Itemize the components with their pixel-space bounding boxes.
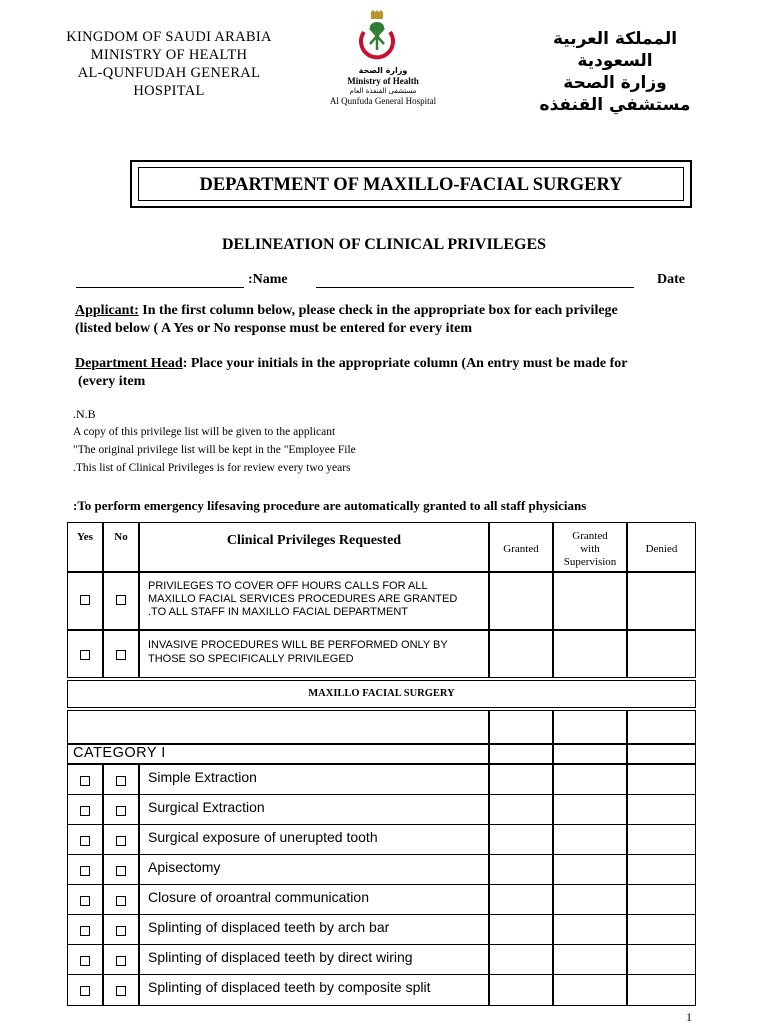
yes-checkbox[interactable] xyxy=(80,956,90,966)
denied-cell[interactable] xyxy=(627,630,696,678)
blank-cell xyxy=(553,710,627,744)
denied-cell[interactable] xyxy=(627,794,696,825)
header-line-ar: السعودية xyxy=(577,51,653,71)
date-underline[interactable] xyxy=(76,287,244,288)
header-line: HOSPITAL xyxy=(133,83,205,99)
yes-cell xyxy=(67,884,103,915)
applicant-text-2: (listed below ( A Yes or No response must be entered for every item xyxy=(75,321,472,336)
no-cell xyxy=(103,764,139,795)
header-line-ar: وزارة الصحة xyxy=(563,73,667,93)
no-cell xyxy=(103,974,139,1006)
denied-cell[interactable] xyxy=(627,914,696,945)
applicant-label: Applicant: xyxy=(75,303,139,318)
granted-supervision-cell[interactable] xyxy=(553,944,627,975)
dept-head-instructions xyxy=(75,355,715,391)
yes-cell xyxy=(67,854,103,885)
applicant-instructions xyxy=(75,302,715,338)
category-label: CATEGORY I xyxy=(67,744,489,764)
privileges-table xyxy=(67,522,696,1006)
name-underline[interactable] xyxy=(316,287,634,288)
note-invasive-procedures xyxy=(139,630,489,678)
yes-checkbox[interactable] xyxy=(80,836,90,846)
granted-supervision-cell[interactable] xyxy=(553,572,627,630)
header-english xyxy=(40,28,298,100)
yes-checkbox[interactable] xyxy=(80,776,90,786)
no-checkbox[interactable] xyxy=(116,926,126,936)
no-cell xyxy=(103,794,139,825)
no-cell xyxy=(103,944,139,975)
denied-cell[interactable] xyxy=(627,884,696,915)
page-number: 1 xyxy=(686,1010,692,1024)
department-title: DEPARTMENT OF MAXILLO-FACIAL SURGERY xyxy=(138,167,684,201)
no-checkbox[interactable] xyxy=(116,866,126,876)
header-line-ar: المملكة العربية xyxy=(552,29,678,49)
blank-cell xyxy=(489,744,553,764)
logo-line: Ministry of Health xyxy=(347,76,419,86)
blank-cell xyxy=(67,710,489,744)
granted-cell[interactable] xyxy=(489,794,553,825)
granted-supervision-cell[interactable] xyxy=(553,630,627,678)
granted-cell[interactable] xyxy=(489,630,553,678)
granted-cell[interactable] xyxy=(489,914,553,945)
applicant-text: In the first column below, please check in the appropriate box for each privilege xyxy=(138,303,618,318)
nb-line: .This list of Clinical Privileges is for review every two years xyxy=(73,462,351,474)
header-word: with xyxy=(580,543,600,555)
note-line: THOSE SO SPECIFICALLY PRIVILEGED xyxy=(148,653,354,665)
no-cell xyxy=(103,572,139,630)
yes-checkbox[interactable] xyxy=(80,595,90,605)
privilege-item: Splinting of displaced teeth by direct wiring xyxy=(139,944,489,975)
dept-head-text-2: (every item xyxy=(78,374,146,389)
granted-supervision-cell[interactable] xyxy=(553,794,627,825)
granted-supervision-cell[interactable] xyxy=(553,764,627,795)
blank-cell xyxy=(627,710,696,744)
name-label: :Name xyxy=(248,272,288,287)
yes-checkbox[interactable] xyxy=(80,866,90,876)
header-line-ar: مستشفي القنفذه xyxy=(539,95,691,115)
no-checkbox[interactable] xyxy=(116,986,126,996)
privilege-item: Closure of oroantral communication xyxy=(139,884,489,915)
granted-supervision-cell[interactable] xyxy=(553,854,627,885)
yes-cell xyxy=(67,944,103,975)
note-privileges-off-hours xyxy=(139,572,489,630)
no-checkbox[interactable] xyxy=(116,836,126,846)
header-word: Granted xyxy=(572,530,608,542)
logo-line: وزارة الصحة xyxy=(358,66,408,75)
granted-supervision-cell[interactable] xyxy=(553,884,627,915)
granted-cell[interactable] xyxy=(489,572,553,630)
note-line: .TO ALL STAFF IN MAXILLO FACIAL DEPARTMENT xyxy=(148,606,408,618)
no-checkbox[interactable] xyxy=(116,650,126,660)
granted-cell[interactable] xyxy=(489,974,553,1006)
header-line: MINISTRY OF HEALTH xyxy=(90,47,248,63)
yes-cell xyxy=(67,794,103,825)
page-subtitle: DELINEATION OF CLINICAL PRIVILEGES xyxy=(221,236,547,253)
col-yes-header: Yes xyxy=(67,522,103,572)
yes-cell xyxy=(67,764,103,795)
yes-cell xyxy=(67,572,103,630)
yes-cell xyxy=(67,974,103,1006)
granted-cell[interactable] xyxy=(489,764,553,795)
granted-cell[interactable] xyxy=(489,824,553,855)
col-granted-header: Granted xyxy=(489,522,553,572)
emergency-note: :To perform emergency lifesaving procedure are automatically granted to all staff physicians xyxy=(73,498,587,513)
header-arabic xyxy=(520,28,710,118)
dept-head-label: Department Head xyxy=(75,356,183,371)
no-checkbox[interactable] xyxy=(116,956,126,966)
no-checkbox[interactable] xyxy=(116,776,126,786)
denied-cell[interactable] xyxy=(627,974,696,1006)
yes-cell xyxy=(67,914,103,945)
privilege-item: Simple Extraction xyxy=(139,764,489,795)
nb-label: .N.B xyxy=(73,407,96,421)
yes-cell xyxy=(67,824,103,855)
yes-checkbox[interactable] xyxy=(80,986,90,996)
ministry-logo xyxy=(352,10,402,70)
section-header: MAXILLO FACIAL SURGERY xyxy=(67,680,696,708)
header-word: Supervision xyxy=(563,556,617,568)
col-denied-header: Denied xyxy=(627,522,696,572)
blank-cell xyxy=(627,744,696,764)
granted-cell[interactable] xyxy=(489,944,553,975)
granted-cell[interactable] xyxy=(489,854,553,885)
privilege-item: Apisectomy xyxy=(139,854,489,885)
no-cell xyxy=(103,854,139,885)
dept-head-text: : Place your initials in the appropriate column (An entry must be made for xyxy=(182,356,628,371)
denied-cell[interactable] xyxy=(627,572,696,630)
note-line: MAXILLO FACIAL SERVICES PROCEDURES ARE GRANTED xyxy=(148,593,458,605)
privilege-item: Splinting of displaced teeth by arch bar xyxy=(139,914,489,945)
privilege-item: Surgical exposure of unerupted tooth xyxy=(139,824,489,855)
logo-caption xyxy=(318,66,448,106)
header-line: KINGDOM OF SAUDI ARABIA xyxy=(66,29,272,45)
denied-cell[interactable] xyxy=(627,764,696,795)
col-granted-supervision-header xyxy=(553,522,627,572)
yes-checkbox[interactable] xyxy=(80,896,90,906)
header-line: AL-QUNFUDAH GENERAL xyxy=(77,65,261,81)
blank-cell xyxy=(553,744,627,764)
no-checkbox[interactable] xyxy=(116,595,126,605)
nb-section xyxy=(73,405,673,477)
col-no-header: No xyxy=(103,522,139,572)
privilege-item: Splinting of displaced teeth by composite split xyxy=(139,974,489,1006)
col-privileges-header: Clinical Privileges Requested xyxy=(139,522,489,572)
no-cell xyxy=(103,630,139,678)
yes-checkbox[interactable] xyxy=(80,926,90,936)
privilege-item: Surgical Extraction xyxy=(139,794,489,825)
no-checkbox[interactable] xyxy=(116,896,126,906)
title-frame xyxy=(130,160,692,208)
no-cell xyxy=(103,824,139,855)
note-line: PRIVILEGES TO COVER OFF HOURS CALLS FOR ALL xyxy=(148,580,428,592)
date-label: Date xyxy=(657,272,685,287)
yes-cell xyxy=(67,630,103,678)
denied-cell[interactable] xyxy=(627,824,696,855)
no-cell xyxy=(103,914,139,945)
granted-supervision-cell[interactable] xyxy=(553,824,627,855)
logo-line: مستشفى القنفذة العام xyxy=(349,87,417,95)
denied-cell[interactable] xyxy=(627,854,696,885)
denied-cell[interactable] xyxy=(627,944,696,975)
nb-line: A copy of this privilege list will be given to the applicant xyxy=(73,426,336,438)
logo-line: Al Qunfuda General Hospital xyxy=(329,96,437,106)
granted-cell[interactable] xyxy=(489,884,553,915)
no-checkbox[interactable] xyxy=(116,806,126,816)
granted-supervision-cell[interactable] xyxy=(553,914,627,945)
blank-cell xyxy=(489,710,553,744)
yes-checkbox[interactable] xyxy=(80,650,90,660)
yes-checkbox[interactable] xyxy=(80,806,90,816)
no-cell xyxy=(103,884,139,915)
granted-supervision-cell[interactable] xyxy=(553,974,627,1006)
nb-line: "The original privilege list will be kept in the "Employee File xyxy=(73,444,356,456)
note-line: INVASIVE PROCEDURES WILL BE PERFORMED ONLY BY xyxy=(148,639,448,651)
